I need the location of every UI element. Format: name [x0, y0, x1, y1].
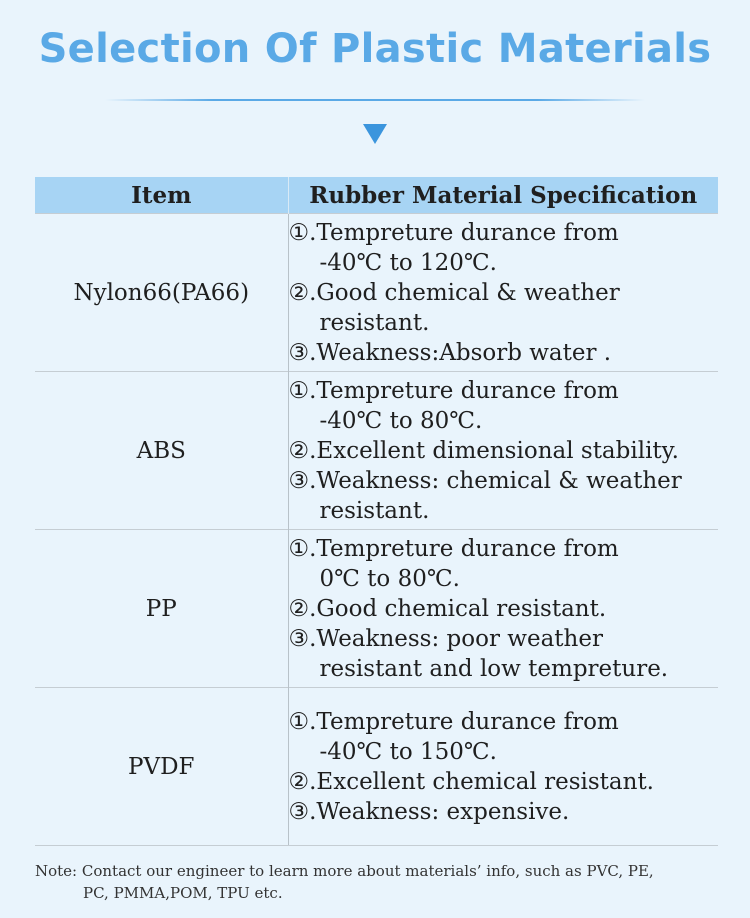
- specification-cell: [288, 530, 718, 688]
- specification-line: resistant.: [319, 497, 430, 524]
- table-header-row: [35, 177, 718, 214]
- table-body: [35, 214, 718, 846]
- table-row: [35, 214, 718, 372]
- material-name: Nylon66(PA66): [35, 214, 288, 372]
- table-row: [35, 530, 718, 688]
- material-name: PVDF: [35, 688, 288, 846]
- specification-line: resistant.: [319, 309, 430, 336]
- specification-line: ①.Tempreture durance from: [288, 219, 619, 246]
- specification-line: ②.Good chemical & weather: [288, 279, 620, 306]
- specification-line: ③.Weakness: chemical & weather: [288, 467, 682, 494]
- header-item: Item: [35, 177, 288, 214]
- specification-line: -40℃ to 80℃.: [319, 407, 483, 434]
- header-specification: Rubber Material Specification: [288, 177, 718, 214]
- specification-line: 0℃ to 80℃.: [319, 565, 460, 592]
- triangle-down-icon: [363, 124, 387, 144]
- title-divider: [105, 99, 645, 101]
- materials-table: [35, 177, 718, 846]
- specification-line: ①.Tempreture durance from: [288, 377, 619, 404]
- specification-line: ①.Tempreture durance from: [288, 708, 619, 735]
- specification-line: ②.Excellent dimensional stability.: [288, 437, 679, 464]
- specification-cell: [288, 688, 718, 846]
- specification-line: ②.Good chemical resistant.: [288, 595, 607, 622]
- specification-line: -40℃ to 150℃.: [319, 738, 497, 765]
- specification-line: -40℃ to 120℃.: [319, 249, 497, 276]
- footnote: [35, 860, 725, 904]
- specification-cell: [288, 214, 718, 372]
- material-name: PP: [35, 530, 288, 688]
- specification-line: ③.Weakness: poor weather: [288, 625, 603, 652]
- specification-line: ②.Excellent chemical resistant.: [288, 768, 654, 795]
- material-name: ABS: [35, 372, 288, 530]
- specification-line: ③.Weakness: expensive.: [288, 798, 570, 825]
- table-row: [35, 688, 718, 846]
- specification-line: ③.Weakness:Absorb water .: [288, 339, 612, 366]
- footnote-line-1: Note: Contact our engineer to learn more about materials’ info, such as PVC, PE,: [35, 862, 654, 880]
- table-row: [35, 372, 718, 530]
- specification-cell: [288, 372, 718, 530]
- page-title: Selection Of Plastic Materials: [38, 26, 712, 72]
- specification-line: resistant and low tempreture.: [319, 655, 669, 682]
- specification-line: ①.Tempreture durance from: [288, 535, 619, 562]
- footnote-line-2: PC, PMMA,POM, TPU etc.: [83, 884, 283, 902]
